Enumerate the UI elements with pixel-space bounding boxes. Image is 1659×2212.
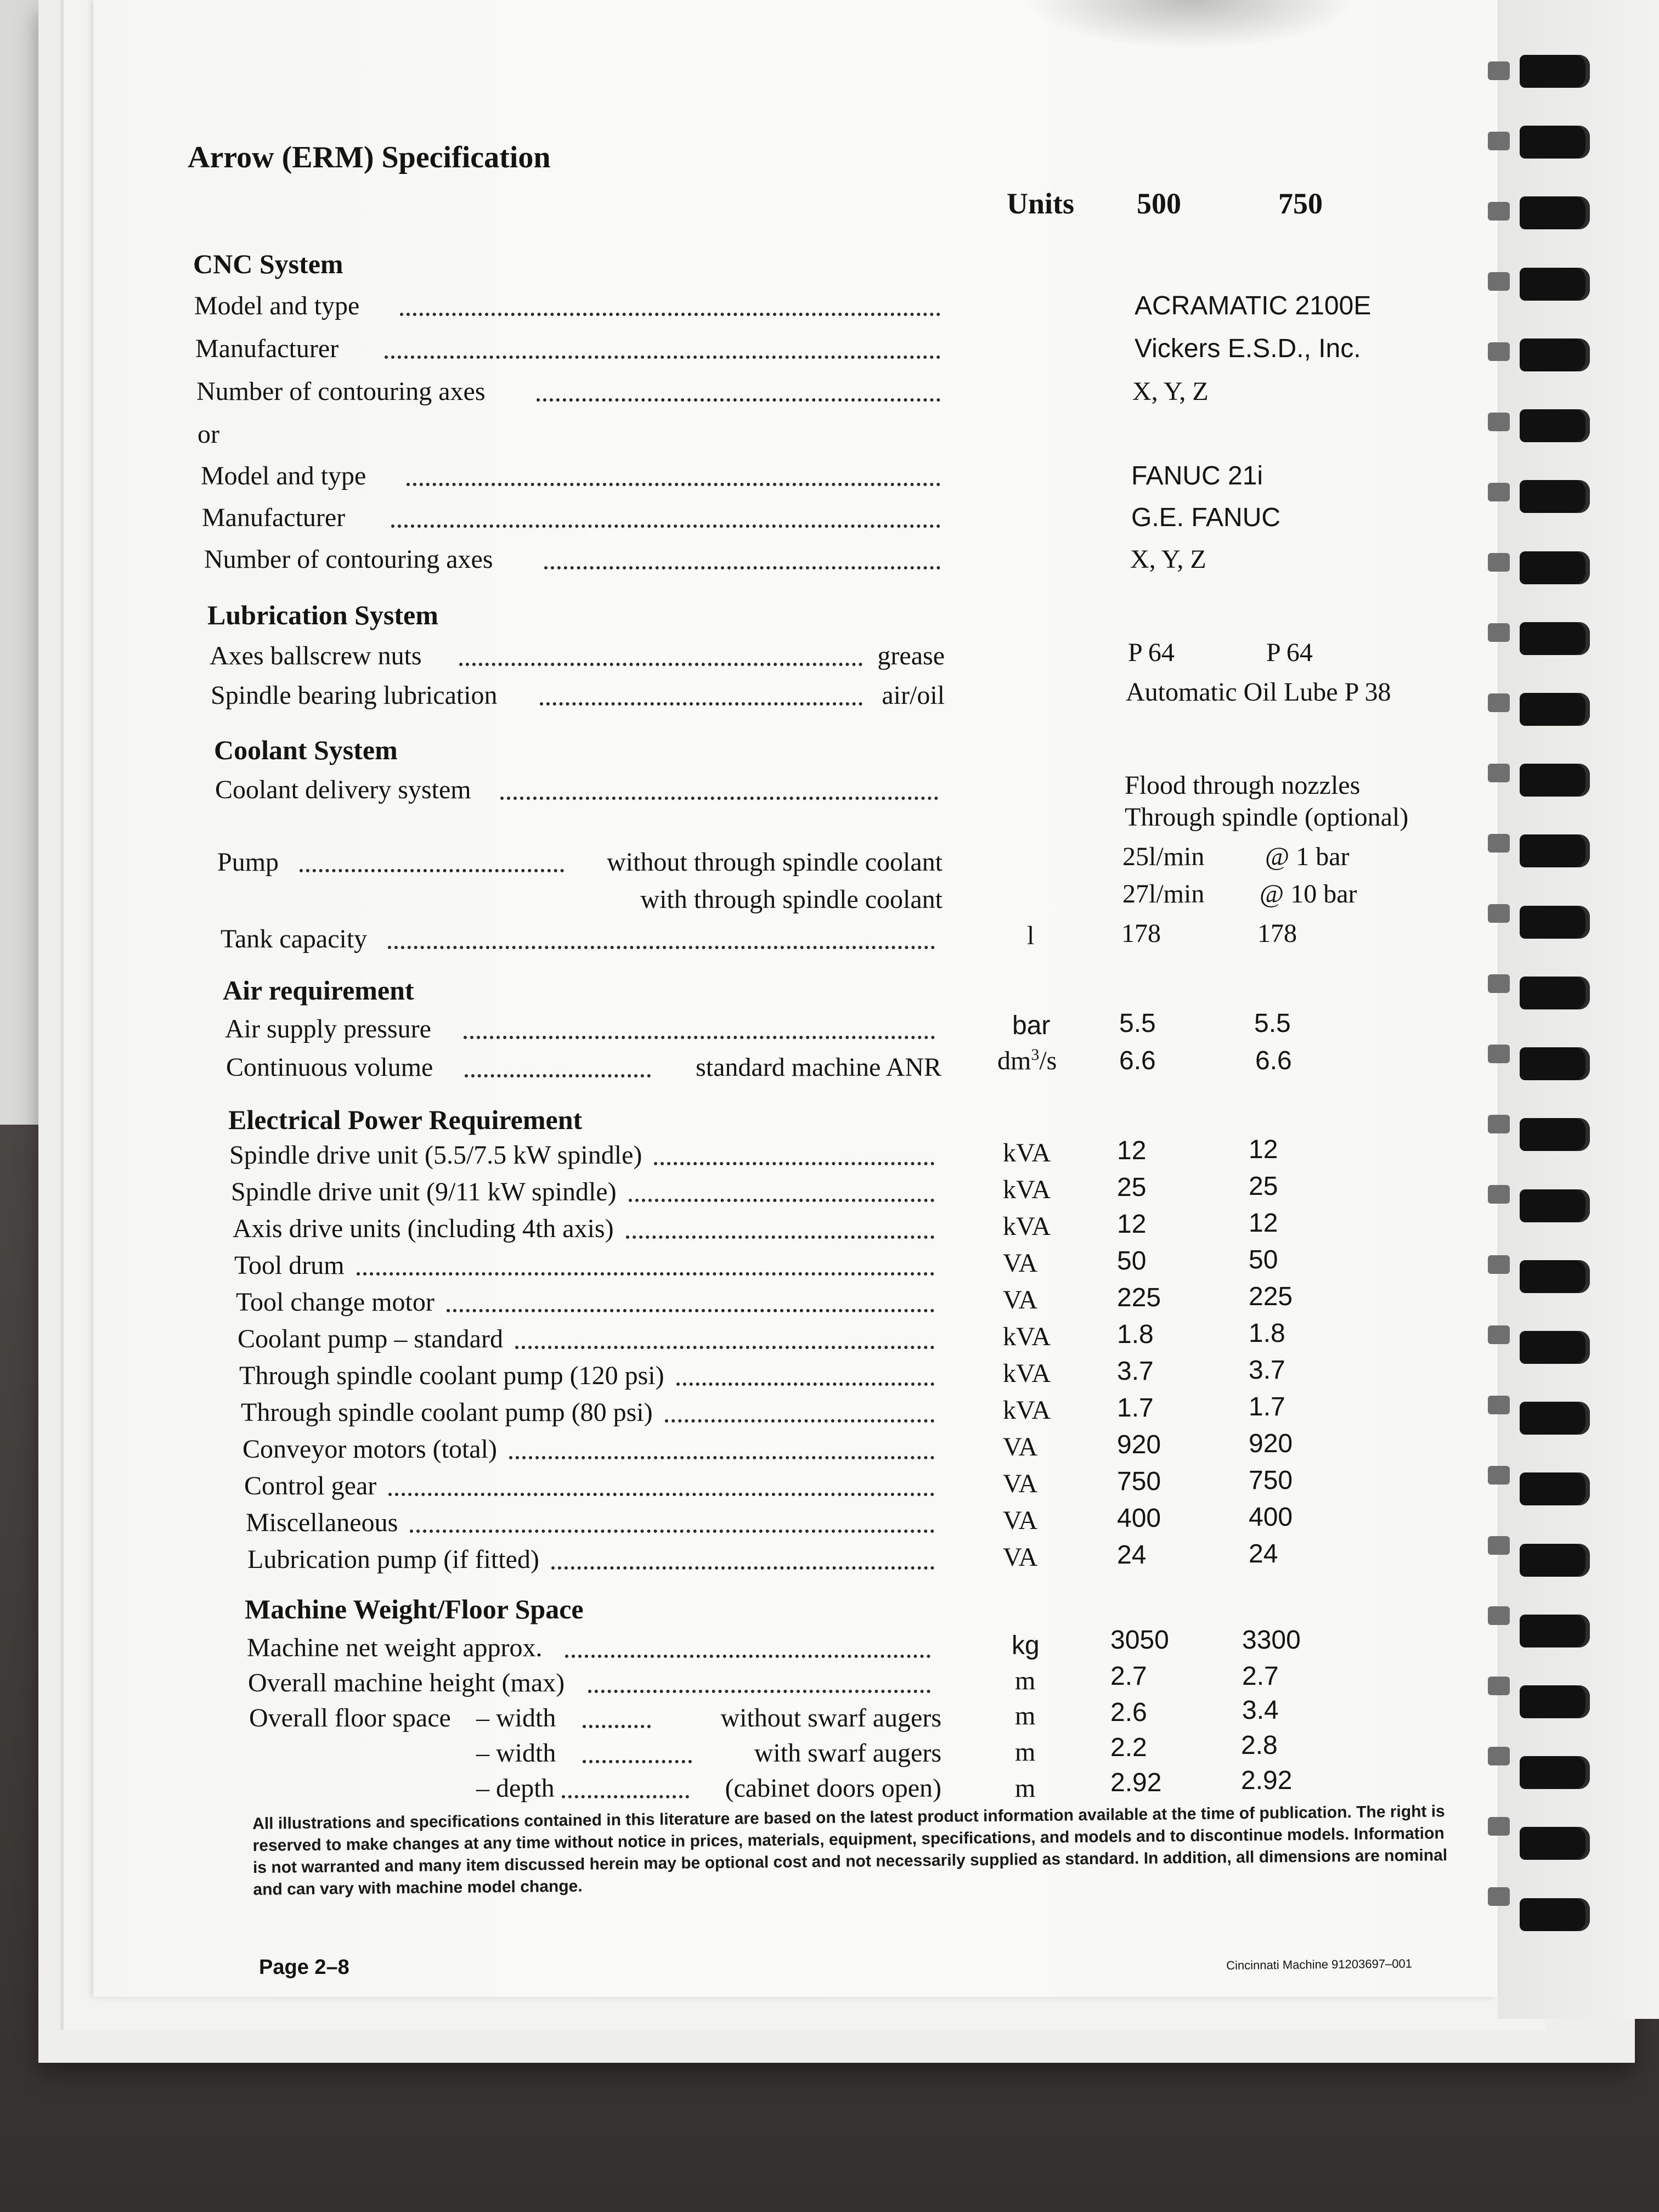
spiral-loop: [1520, 622, 1590, 655]
value-floor-depth-750: 2.92: [1241, 1766, 1293, 1795]
binding-hole: [1488, 1747, 1510, 1765]
section-weight-heading: Machine Weight/Floor Space: [245, 1594, 584, 1624]
value-electrical-750: 1.7: [1249, 1392, 1285, 1421]
binding-hole: [1488, 834, 1510, 853]
row-label: Model and type: [194, 291, 360, 320]
value-floor-width-1-750: 3.4: [1242, 1696, 1279, 1725]
disclaimer-text: All illustrations and specifications contained in this literature are based on the latest product information available at the time of publication. The right is reserved to make changes at any time without notice in prices, materials, equipment, specifications, and models and to discontinue models. Information is not warranted and many item discussed herein may be optional cost and not necessarily supplied as standard. In addition, all dimensions are nominal and can vary with machine model change.: [252, 1802, 1448, 1899]
row-sub-label: – depth: [476, 1774, 555, 1803]
unit-floor-width-1: m: [1015, 1701, 1036, 1730]
spiral-loop: [1520, 1898, 1590, 1931]
row-label: Machine net weight approx.: [247, 1633, 543, 1662]
dot-leader: [357, 1267, 934, 1276]
row-label: Axis drive units (including 4th axis): [233, 1214, 614, 1243]
value-coolant-delivery-1: Flood through nozzles: [1125, 771, 1361, 800]
value-electrical-750: 12: [1249, 1135, 1278, 1164]
value-electrical-750: 225: [1249, 1282, 1293, 1311]
row-electrical: [244, 1471, 934, 1505]
row-lube-spindle: [211, 680, 945, 714]
row-floor-width-1: [249, 1703, 941, 1737]
value-cnc-manufacturer-2: G.E. FANUC: [1131, 503, 1281, 532]
dot-leader: [676, 1377, 934, 1386]
row-electrical: [246, 1508, 934, 1542]
spiral-loop: [1520, 1615, 1590, 1647]
binding-hole: [1488, 1606, 1510, 1625]
value-electrical-750: 1.8: [1249, 1319, 1285, 1348]
value-electrical-750: 25: [1249, 1172, 1278, 1201]
binding-hole: [1488, 1115, 1510, 1133]
dot-leader: [388, 940, 935, 949]
value-weight-net-500: 3050: [1110, 1626, 1169, 1655]
binding-hole: [1488, 342, 1510, 361]
dot-leader: [447, 1304, 934, 1312]
unit-electrical: VA: [1003, 1543, 1038, 1572]
dot-leader: [407, 477, 940, 486]
spiral-loop: [1520, 1827, 1590, 1860]
unit-electrical: VA: [1003, 1506, 1038, 1535]
unit-electrical: kVA: [1003, 1138, 1051, 1167]
binding-hole: [1488, 1817, 1510, 1836]
unit-coolant-tank: l: [1027, 921, 1035, 950]
dot-leader: [537, 393, 940, 402]
dot-leader: [400, 307, 940, 316]
row-electrical: [247, 1544, 934, 1578]
row-label: Spindle bearing lubrication: [211, 681, 498, 710]
spiral-loop: [1520, 1047, 1590, 1080]
unit-electrical: kVA: [1003, 1359, 1051, 1388]
value-lube-spindle: Automatic Oil Lube P 38: [1126, 678, 1391, 707]
binding-hole: [1488, 1466, 1510, 1485]
dot-leader: [464, 1030, 935, 1039]
row-electrical: [234, 1250, 934, 1284]
binding-hole: [1488, 1255, 1510, 1274]
row-label: Coolant pump – standard: [238, 1324, 503, 1353]
or-separator: or: [198, 420, 219, 449]
value-air-volume-500: 6.6: [1119, 1046, 1156, 1075]
spiral-loop: [1520, 126, 1590, 159]
dot-leader: [562, 1790, 689, 1798]
unit-air-volume: $dm^3/s$: [997, 1046, 1057, 1075]
row-label: Axes ballscrew nuts: [210, 641, 422, 670]
row-cnc-model-2: [201, 461, 940, 495]
binding-hole: [1488, 1887, 1510, 1906]
spiral-loop: [1520, 693, 1590, 726]
section-air-heading: Air requirement: [223, 975, 414, 1006]
spiral-loop: [1520, 1331, 1590, 1364]
row-label: Conveyor motors (total): [242, 1435, 497, 1464]
row-cnc-axes: [196, 376, 940, 410]
value-cnc-model-2: FANUC 21i: [1131, 461, 1263, 490]
value-lube-ballscrew-750: P 64: [1266, 638, 1313, 667]
spiral-loop: [1520, 551, 1590, 584]
value-pump-pressure-2: @ 10 bar: [1260, 879, 1357, 909]
value-pump-pressure-1: @ 1 bar: [1265, 842, 1350, 871]
dot-leader: [391, 519, 940, 528]
value-electrical-500: 25: [1117, 1173, 1147, 1202]
dot-leader: [654, 1156, 934, 1165]
unit-weight-height: m: [1015, 1666, 1036, 1695]
unit-electrical: kVA: [1003, 1212, 1051, 1241]
row-label: Tank capacity: [221, 924, 368, 953]
value-lube-ballscrew-500: P 64: [1128, 638, 1175, 667]
value-weight-height-750: 2.7: [1242, 1662, 1279, 1691]
dot-leader: [385, 350, 940, 359]
spiral-loop: [1520, 1756, 1590, 1789]
row-note: standard machine ANR: [696, 1053, 941, 1082]
section-electrical-heading: Electrical Power Requirement: [228, 1104, 583, 1135]
value-electrical-500: 3.7: [1117, 1357, 1154, 1386]
section-lube-heading: Lubrication System: [207, 600, 438, 630]
binding-hole: [1488, 132, 1510, 150]
value-air-pressure-750: 5.5: [1254, 1009, 1291, 1038]
column-head-750: 750: [1278, 187, 1323, 220]
spiral-loop: [1520, 1544, 1590, 1577]
binding-hole: [1488, 483, 1510, 501]
section-cnc-heading: CNC System: [193, 249, 343, 279]
dot-leader: [626, 1230, 934, 1239]
binding-hole: [1488, 272, 1510, 291]
value-air-pressure-500: 5.5: [1119, 1009, 1156, 1038]
page-number: Page 2–8: [259, 1956, 349, 1979]
binding-hole: [1488, 413, 1510, 431]
dot-leader: [540, 697, 862, 706]
spiral-loop: [1520, 1685, 1590, 1718]
row-cnc-model: [194, 291, 940, 325]
spiral-loop: [1520, 1118, 1590, 1151]
row-label: Control gear: [244, 1471, 377, 1500]
row-note: without swarf augers: [720, 1703, 941, 1733]
value-weight-height-500: 2.7: [1110, 1662, 1147, 1691]
unit-electrical: VA: [1003, 1432, 1038, 1462]
row-label: Air supply pressure: [225, 1014, 431, 1043]
row-electrical: [242, 1434, 934, 1468]
value-electrical-500: 750: [1117, 1467, 1161, 1496]
row-label: Overall machine height (max): [248, 1668, 565, 1697]
dot-leader: [665, 1414, 934, 1423]
row-coolant-delivery: [215, 775, 938, 809]
row-coolant-pump: [217, 847, 943, 881]
row-label: Pump: [217, 848, 279, 877]
dot-leader: [388, 1487, 934, 1496]
row-note: with through spindle coolant: [640, 885, 943, 914]
value-cnc-model: ACRAMATIC 2100E: [1135, 291, 1372, 320]
row-electrical: [236, 1287, 934, 1321]
spiral-loop: [1520, 480, 1590, 513]
row-label: Tool change motor: [236, 1288, 435, 1317]
row-coolant-tank: [221, 924, 935, 958]
value-cnc-axes-2: X, Y, Z: [1130, 545, 1206, 574]
row-electrical: [233, 1214, 934, 1248]
value-electrical-500: 1.8: [1117, 1320, 1154, 1349]
section-coolant-heading: Coolant System: [214, 735, 398, 765]
value-coolant-tank-500: 178: [1121, 919, 1161, 948]
value-floor-width-2-750: 2.8: [1241, 1731, 1278, 1760]
spiral-loop: [1520, 1260, 1590, 1293]
value-electrical-750: 920: [1249, 1429, 1293, 1458]
row-label: Spindle drive unit (9/11 kW spindle): [231, 1177, 617, 1206]
row-lube-ballscrew: [210, 641, 945, 675]
row-coolant-pump-2: [217, 884, 943, 918]
row-electrical: [231, 1177, 934, 1211]
value-electrical-500: 1.7: [1117, 1393, 1154, 1423]
row-label: Number of contouring axes: [196, 377, 486, 406]
spiral-loop: [1520, 1472, 1590, 1505]
row-floor-width-2: [249, 1738, 941, 1772]
spiral-loop: [1520, 196, 1590, 229]
row-label: Spindle drive unit (5.5/7.5 kW spindle): [229, 1141, 642, 1170]
binding-hole: [1488, 1677, 1510, 1695]
row-electrical: [239, 1361, 934, 1395]
dot-leader: [551, 1561, 934, 1570]
spiral-loop: [1520, 338, 1590, 371]
dot-leader: [500, 791, 938, 800]
unit-air-pressure: bar: [1012, 1011, 1051, 1040]
row-label: Model and type: [201, 461, 366, 490]
spiral-loop: [1520, 977, 1590, 1009]
value-air-volume-750: 6.6: [1255, 1046, 1292, 1075]
unit-electrical: VA: [1003, 1285, 1038, 1314]
row-sub-label: – width: [476, 1703, 556, 1733]
column-head-units: Units: [1007, 187, 1075, 220]
value-electrical-500: 12: [1117, 1210, 1147, 1239]
unit-electrical: VA: [1003, 1249, 1038, 1278]
row-label: Tool drum: [234, 1251, 345, 1280]
binding-hole: [1488, 623, 1510, 642]
dot-leader: [583, 1754, 692, 1763]
value-electrical-750: 24: [1249, 1539, 1278, 1568]
row-label: Through spindle coolant pump (120 psi): [239, 1361, 664, 1390]
row-electrical: [238, 1324, 934, 1358]
row-note: without through spindle coolant: [607, 848, 943, 877]
spiral-loop: [1520, 55, 1590, 88]
value-floor-depth-500: 2.92: [1110, 1768, 1162, 1797]
row-sub-label: – width: [476, 1739, 556, 1768]
value-electrical-750: 50: [1249, 1245, 1278, 1274]
binding-hole: [1488, 553, 1510, 572]
dot-leader: [515, 1340, 934, 1349]
binding-hole: [1488, 904, 1510, 923]
unit-weight-net: kg: [1012, 1631, 1040, 1660]
binding-hole: [1488, 1185, 1510, 1204]
spiral-loop: [1520, 268, 1590, 301]
value-electrical-500: 920: [1117, 1430, 1161, 1459]
spiral-loop: [1520, 1189, 1590, 1222]
value-electrical-500: 24: [1117, 1541, 1147, 1570]
spiral-binding: [1520, 55, 1596, 1931]
unit-floor-depth: m: [1015, 1774, 1036, 1803]
unit-floor-width-2: m: [1015, 1737, 1036, 1767]
unit-electrical: kVA: [1003, 1175, 1051, 1204]
row-label: Through spindle coolant pump (80 psi): [241, 1398, 653, 1427]
value-coolant-delivery-2: Through spindle (optional): [1125, 803, 1409, 832]
value-coolant-tank-750: 178: [1257, 919, 1297, 948]
value-electrical-500: 400: [1117, 1504, 1161, 1533]
unit-electrical: kVA: [1003, 1322, 1051, 1351]
value-pump-flow-2: 27l/min: [1122, 879, 1205, 909]
spiral-loop: [1520, 409, 1590, 442]
binding-hole: [1488, 974, 1510, 993]
unit-electrical: kVA: [1003, 1396, 1051, 1425]
row-note: grease: [877, 641, 945, 670]
binding-hole: [1488, 693, 1510, 712]
row-cnc-axes-2: [204, 544, 940, 578]
row-label: Overall floor space: [249, 1703, 451, 1733]
row-note: with swarf augers: [754, 1739, 941, 1768]
document-id: Cincinnati Machine 91203697–001: [1226, 1956, 1413, 1972]
dot-leader: [300, 864, 564, 872]
row-label: Manufacturer: [195, 334, 339, 363]
binding-hole: [1488, 764, 1510, 782]
page-title: Arrow (ERM) Specification: [188, 140, 551, 174]
dot-leader: [583, 1719, 651, 1728]
value-electrical-500: 12: [1117, 1136, 1147, 1165]
row-label: Miscellaneous: [246, 1508, 398, 1537]
row-electrical: [241, 1397, 934, 1431]
page-fold-shadow: [1026, 0, 1355, 49]
row-label: Manufacturer: [202, 503, 346, 532]
dot-leader: [465, 1069, 651, 1077]
spiral-loop: [1520, 834, 1590, 867]
value-weight-net-750: 3300: [1242, 1626, 1301, 1655]
row-cnc-manufacturer-2: [202, 503, 940, 537]
row-electrical: [229, 1140, 934, 1174]
value-electrical-500: 50: [1117, 1246, 1147, 1276]
value-cnc-axes: X, Y, Z: [1132, 377, 1209, 406]
row-label: Lubrication pump (if fitted): [247, 1545, 539, 1574]
row-label: Number of contouring axes: [204, 545, 493, 574]
binding-hole: [1488, 202, 1510, 221]
value-floor-width-1-500: 2.6: [1110, 1698, 1147, 1727]
unit-electrical: VA: [1003, 1469, 1038, 1498]
row-air-volume: [226, 1052, 941, 1086]
dot-leader: [459, 657, 862, 666]
value-electrical-750: 12: [1249, 1209, 1278, 1238]
row-note: air/oil: [882, 681, 945, 710]
row-weight-net: [247, 1633, 930, 1667]
row-cnc-manufacturer: [195, 334, 940, 368]
dot-leader: [629, 1193, 934, 1202]
binding-hole: [1488, 1396, 1510, 1414]
dot-leader: [410, 1524, 934, 1533]
dot-leader: [509, 1451, 934, 1459]
column-head-500: 500: [1137, 187, 1181, 220]
value-pump-flow-1: 25l/min: [1122, 842, 1205, 871]
row-weight-height: [248, 1668, 930, 1702]
row-floor-depth: [249, 1773, 941, 1807]
value-electrical-750: 750: [1249, 1466, 1293, 1495]
value-electrical-750: 3.7: [1249, 1356, 1285, 1385]
dot-leader: [544, 561, 940, 569]
spiral-loop: [1520, 906, 1590, 939]
row-label: Coolant delivery system: [215, 775, 471, 804]
row-note: (cabinet doors open): [725, 1774, 941, 1803]
spiral-loop: [1520, 764, 1590, 797]
dot-leader: [565, 1649, 930, 1658]
binding-hole: [1488, 1536, 1510, 1555]
value-electrical-500: 225: [1117, 1283, 1161, 1312]
binding-hole: [1488, 1325, 1510, 1344]
value-floor-width-2-500: 2.2: [1110, 1733, 1147, 1762]
dot-leader: [588, 1684, 930, 1693]
row-label: Continuous volume: [226, 1053, 433, 1082]
row-air-pressure: [225, 1014, 935, 1048]
value-cnc-manufacturer: Vickers E.S.D., Inc.: [1135, 334, 1361, 363]
binding-hole: [1488, 1045, 1510, 1063]
spiral-loop: [1520, 1402, 1590, 1435]
value-electrical-750: 400: [1249, 1503, 1293, 1532]
binding-hole: [1488, 61, 1510, 80]
